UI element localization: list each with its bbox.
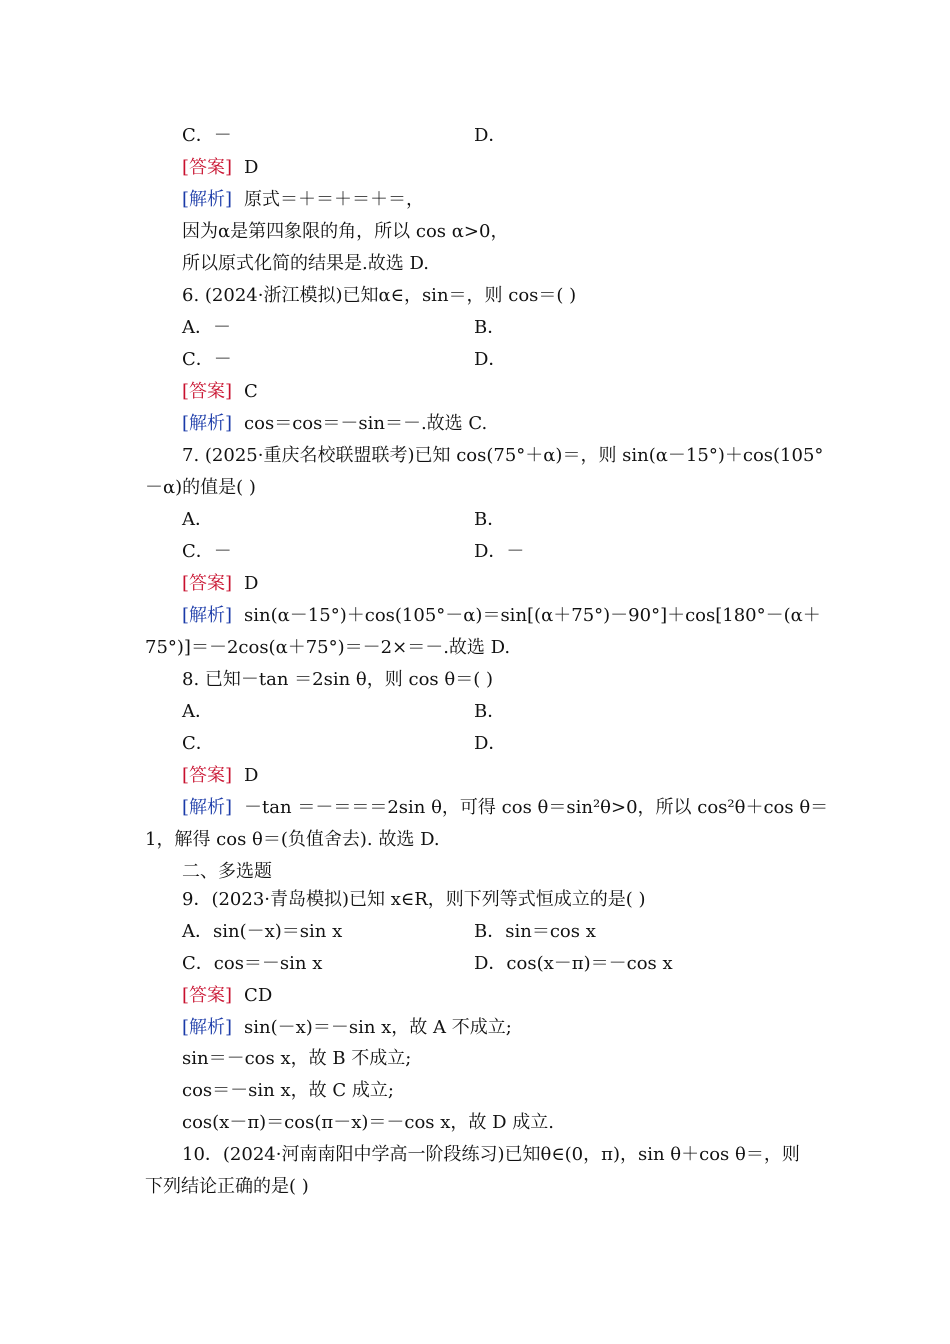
q8-option-d: D． [474,733,507,754]
q5-answer-row [182,156,258,180]
q5-answer: D [244,157,259,178]
q8-analysis-2: 1，解得 cos θ＝(负值舍去). 故选 D. [145,829,440,850]
analysis-label: [解析] [182,189,233,210]
q9-option-c: C．cos＝－sin x [182,953,323,974]
q9-stem: 9．(2023·青岛模拟)已知 x∈R，则下列等式恒成立的是( ) [182,889,646,910]
q10-stem-2: 下列结论正确的是( ) [145,1176,309,1197]
q7-answer: D [244,573,259,594]
q6-option-b: B． [474,317,506,338]
q7-answer-row [182,572,258,596]
answer-label: [答案] [182,157,233,178]
q6-option-c: C．－ [182,349,232,370]
q7-option-b: B． [474,509,506,530]
q7-option-d: D．－ [474,541,525,562]
q7-analysis-1: sin(α－15°)＋cos(105°－α)＝sin[(α＋75°)－90°]＋cos[180°－(α＋ [244,605,821,626]
q7-option-a: A． [182,509,213,530]
q5-analysis-row [182,188,424,212]
q9-analysis-2: sin＝－cos x，故 B 不成立; [182,1048,412,1069]
q8-answer: D [244,765,259,786]
q7-stem-2: －α)的值是( ) [145,477,256,498]
q9-analysis-3: cos＝－sin x，故 C 成立; [182,1080,394,1101]
q9-analysis-row [182,1016,512,1040]
q5-analysis-2: 因为α是第四象限的角，所以 cos α>0， [182,221,509,242]
q10-stem-1: 10．(2024·河南南阳中学高一阶段练习)已知θ∈(0，π)，sin θ＋cos θ＝，则 [182,1144,800,1165]
answer-label: [答案] [182,985,233,1006]
q6-stem: 6. (2024·浙江模拟)已知α∈，sin＝，则 cos＝( ) [182,285,577,306]
q8-option-a: A． [182,701,213,722]
analysis-label: [解析] [182,605,233,626]
q5-analysis-3: 所以原式化简的结果是.故选 D. [182,253,429,274]
q9-analysis-4: cos(x－π)＝cos(π－x)＝－cos x，故 D 成立. [182,1112,554,1133]
q8-answer-row [182,764,258,788]
q9-option-a: A．sin(－x)＝sin x [182,921,343,942]
q9-option-d: D．cos(x－π)＝－cos x [474,953,673,974]
q9-option-b: B．sin＝cos x [474,921,596,942]
answer-label: [答案] [182,765,233,786]
q8-option-b: B． [474,701,506,722]
q5-option-d: D． [474,125,507,146]
answer-label: [答案] [182,381,233,402]
q6-analysis: cos＝cos＝－sin＝－.故选 C. [244,413,488,434]
analysis-label: [解析] [182,1017,233,1038]
analysis-label: [解析] [182,797,233,818]
q7-stem-1: 7. (2025·重庆名校联盟联考)已知 cos(75°＋α)＝，则 sin(α－15°)＋cos(105° [182,445,824,466]
q9-answer-row [182,984,272,1008]
q6-option-a: A．－ [182,317,231,338]
q6-analysis-row [182,412,487,436]
answer-label: [答案] [182,573,233,594]
q6-answer-row [182,380,258,404]
q5-analysis-1: 原式＝＋＝＋＝＋＝， [244,189,425,210]
q9-analysis-1: sin(－x)＝－sin x，故 A 不成立; [244,1017,512,1038]
section-heading: 二、多选题 [182,861,272,882]
q7-option-c: C．－ [182,541,232,562]
q8-stem: 8. 已知－tan ＝2sin θ，则 cos θ＝( ) [182,669,493,690]
q8-option-c: C． [182,733,214,754]
q6-option-d: D． [474,349,507,370]
q9-answer: CD [244,985,273,1006]
q6-answer: C [244,381,258,402]
analysis-label: [解析] [182,413,233,434]
q7-analysis-2: 75°)]＝－2cos(α＋75°)＝－2×＝－.故选 D. [145,637,511,658]
q7-analysis-row [182,604,821,628]
q8-analysis-1: －tan ＝－＝＝＝2sin θ，可得 cos θ＝sin²θ>0，所以 cos²θ＋cos θ＝ [244,797,829,818]
q5-option-c: C．－ [182,125,232,146]
q8-analysis-row [182,796,828,820]
